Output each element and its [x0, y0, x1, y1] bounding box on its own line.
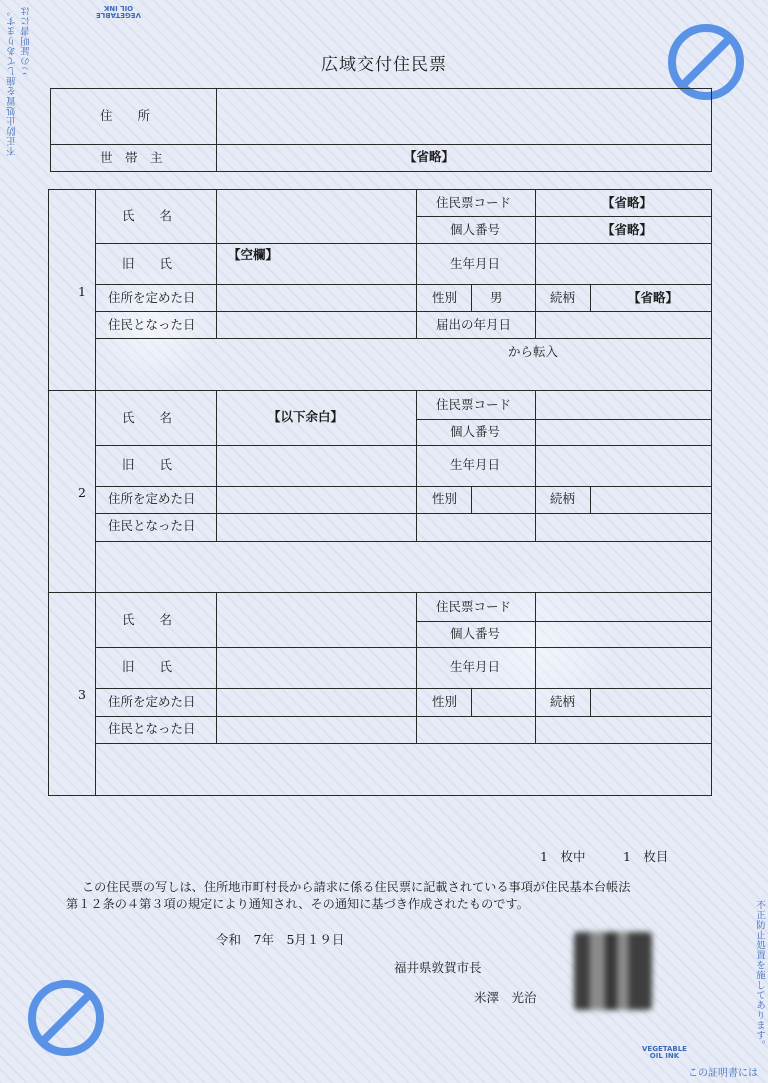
security-side-text-1: この証明書には	[21, 6, 32, 76]
address-table-border	[50, 88, 712, 89]
person-2-mynum-label: 個人番号	[450, 424, 501, 439]
household-label: 世 帯 主	[100, 150, 163, 165]
person-table-border	[48, 189, 712, 190]
household-value: 【省略】	[404, 149, 455, 164]
person-3-resident-date-label: 住民となった日	[108, 721, 196, 736]
person-1-kyushi-value: 【空欄】	[228, 247, 279, 262]
person-2-number: 2	[78, 485, 86, 500]
address-label: 住 所	[100, 108, 151, 123]
person-3-code-label: 住民票コード	[436, 599, 512, 614]
person-1-kyushi-label: 旧 氏	[122, 256, 173, 271]
person-1-note: から転入	[508, 344, 559, 359]
person-3-addr-date-label: 住所を定めた日	[108, 694, 196, 709]
mayor-name: 米澤 光治	[474, 990, 537, 1005]
person-3-kyushi-label: 旧 氏	[122, 659, 173, 674]
person-1-gender-value: 男	[490, 290, 503, 305]
person-1-relation-value: 【省略】	[628, 290, 679, 305]
official-seal-blurred	[574, 932, 652, 1010]
issue-date: 令和 7年 5月１９日	[216, 932, 345, 947]
page-info: 1 枚中 1 枚目	[540, 849, 669, 864]
person-1-number: 1	[78, 284, 86, 299]
person-2-birth-label: 生年月日	[450, 457, 501, 472]
person-1-notify-label: 届出の年月日	[436, 317, 512, 332]
person-3-number: 3	[78, 687, 86, 702]
person-3-gender-label: 性別	[432, 694, 458, 709]
person-1-mynum-value: 【省略】	[602, 222, 653, 237]
person-1-name-label: 氏 名	[122, 208, 173, 223]
person-2-name-value: 【以下余白】	[268, 409, 344, 424]
security-circle-mark-bottom	[28, 980, 104, 1056]
security-side-text-3: 不正防止処置を施してあります。	[754, 900, 765, 1050]
person-1-mynum-label: 個人番号	[450, 222, 501, 237]
person-2-kyushi-label: 旧 氏	[122, 457, 173, 472]
vegetable-ink-logo-bottom: VEGETABLE OIL INK	[642, 1045, 687, 1060]
person-1-code-label: 住民票コード	[436, 195, 512, 210]
person-2-resident-date-label: 住民となった日	[108, 518, 196, 533]
person-1-resident-date-label: 住民となった日	[108, 317, 196, 332]
person-1-birth-label: 生年月日	[450, 256, 501, 271]
issuer-title: 福井県敦賀市長	[394, 960, 482, 975]
vegetable-ink-logo-top: VEGETABLE OIL INK	[96, 4, 141, 19]
person-3-mynum-label: 個人番号	[450, 626, 501, 641]
person-1-gender-label: 性別	[432, 290, 458, 305]
person-2-relation-label: 続柄	[550, 491, 576, 506]
person-2-gender-label: 性別	[432, 491, 458, 506]
security-bottom-text: この証明書には	[688, 1068, 758, 1079]
person-1-code-value: 【省略】	[602, 195, 653, 210]
person-3-name-label: 氏 名	[122, 612, 173, 627]
certification-statement-line-2: 第１２条の４第３項の規定により通知され、その通知に基づき作成されたものです。	[66, 897, 529, 911]
person-3-relation-label: 続柄	[550, 694, 576, 709]
security-side-text-2: 不正防止処置を施してあります。	[7, 6, 18, 156]
person-1-relation-label: 続柄	[550, 290, 576, 305]
person-2-addr-date-label: 住所を定めた日	[108, 491, 196, 506]
document-title: 広域交付住民票	[321, 55, 447, 75]
certification-statement-line-1: この住民票の写しは、住所地市町村長から請求に係る住民票に記載されている事項が住民基本台帳法	[82, 880, 631, 894]
person-2-code-label: 住民票コード	[436, 397, 512, 412]
person-1-addr-date-label: 住所を定めた日	[108, 290, 196, 305]
person-3-birth-label: 生年月日	[450, 659, 501, 674]
person-2-name-label: 氏 名	[122, 410, 173, 425]
